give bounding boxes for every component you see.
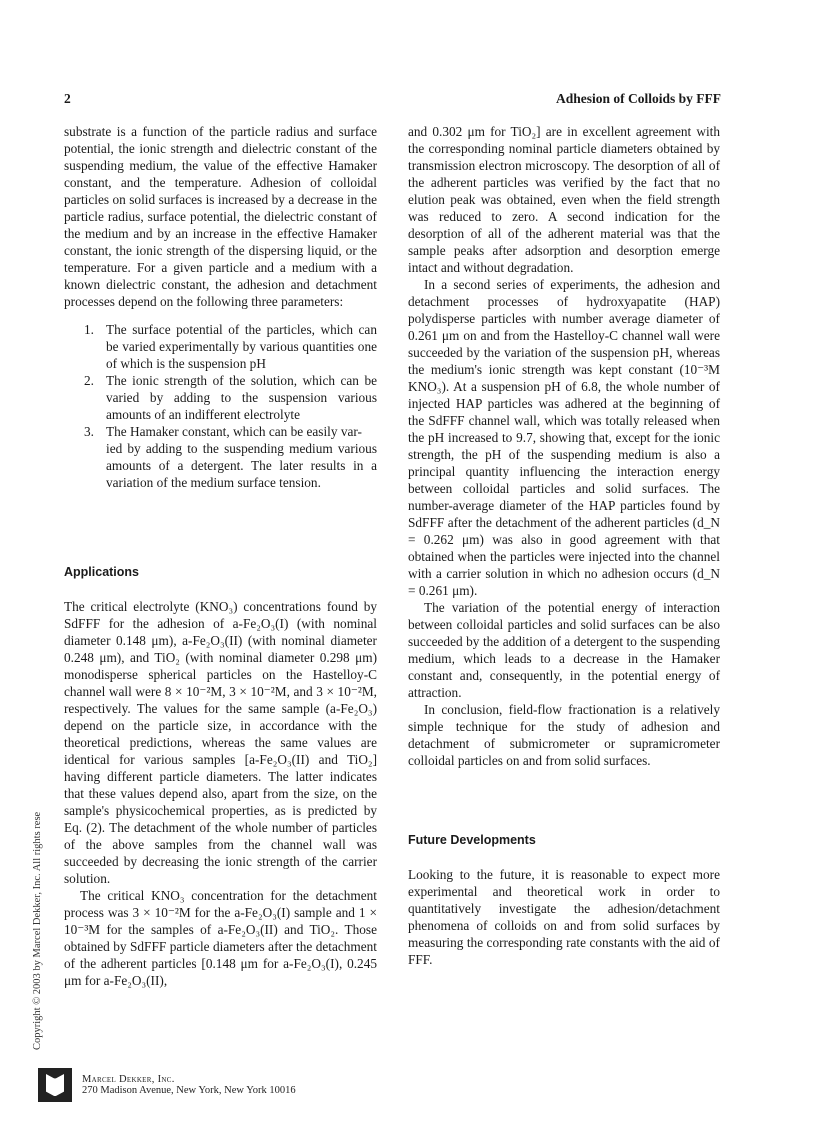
future-section — [408, 866, 720, 968]
list-text: The surface potential of the particles, which can be varied experimentally by various quantities one of which is the suspension pH — [106, 322, 377, 371]
paragraph: In a second series of experiments, the adhesion and detachment processes of hydroxyapatite (HAP) polydisperse particles with number average diameter of 0.261 μm on and from the Hastelloy-C channel wall were succeeded by the variation of the suspension pH, whereas the medium's ionic strength was kept constant (10⁻³M KNO₃). At a suspension pH of 6.8, the whole number of injected HAP particles was adhered at the beginning of the SdFFF channel wall, which was totally released when the pH increased to 9.7, showing that, except for the ionic strength, the pH of the suspending medium is also a principal quantity influencing the interaction energy between colloidal particles and solid surfaces. The number-average diameter of the HAP particles found by SdFFF after the detachment of the adherent particles (d_N = 0.262 μm) was also in good agreement with that obtained when the particles were injected into the channel with a carrier solution in which no adhesion occurs (d_N = 0.261 μm). — [408, 277, 720, 598]
applications-paragraph: The critical KNO₃ concentration for the detachment process was 3 × 10⁻²M for the a-Fe₂O₃(I) sample and 1 × 10⁻³M for the samples of a-Fe₂O₃(II) and TiO₂. Those obtained by SdFFF particle diameters after the detachment of the adherent particles [0.148 μm for a-Fe₂O₃(I), 0.245 μm for a-Fe₂O₃(II), — [64, 888, 377, 988]
future-developments-heading: Future Developments — [408, 833, 536, 847]
paragraph: In conclusion, field-flow fractionation is a relatively simple technique for the study of adhesion and detachment of submicrometer or supramicrometer colloidal particles on and from solid surfaces. — [408, 702, 720, 768]
publisher-logo-icon — [38, 1068, 72, 1102]
list-item — [64, 321, 377, 372]
publisher-address: 270 Madison Avenue, New York, New York 10016 — [82, 1085, 296, 1096]
list-number: 2. — [84, 373, 94, 388]
list-text: The ionic strength of the solution, which can be varied by adding to the suspension various amounts of an indifferent electrolyte — [106, 373, 377, 422]
copyright-notice: Copyright © 2003 by Marcel Dekker, Inc. All rights rese — [32, 811, 43, 1050]
list-number: 1. — [84, 322, 94, 337]
parameter-list — [64, 321, 377, 491]
list-text: The Hamaker constant, which can be easily var- ied by adding to the suspending medium various amounts of a detergent. The later results in a variation of the medium surface tension. — [106, 424, 377, 490]
list-number: 3. — [84, 424, 94, 439]
paragraph: The variation of the potential energy of interaction between colloidal particles and solid surfaces can be also succeeded by the addition of a detergent to the suspending medium, which leads to a decrease in the Hamaker constant and, consequently, in the potential energy of attraction. — [408, 600, 720, 700]
list-item — [64, 423, 377, 491]
intro-paragraph: substrate is a function of the particle radius and surface potential, the ionic strength and dielectric constant of the suspending medium, the value of the effective Hamaker constant, and the temperature. Adhesion of colloidal particles on solid surfaces is increased by a decrease in the particle radius, surface potential, the dielectric constant of the medium and by an increase in the effective Hamaker constant, the ionic strength of the dispersing liquid, or the temperature. For a given particle and a medium with a known dielectric constant, the adhesion and detachment processes depend on the following three parameters: — [64, 124, 377, 309]
running-title: Adhesion of Colloids by FFF — [555, 91, 721, 106]
left-column — [64, 123, 377, 491]
right-column — [408, 123, 720, 769]
paragraph: and 0.302 μm for TiO₂] are in excellent agreement with the corresponding nominal particle diameters obtained by transmission electron microscopy. The desorption of all of the adherent particles was verified by the fact that no elution peak was obtained, even when the field strength was reduced to zero. A second indication for the desorption of all of the adherent material was that the sample peaks after adsorption and desorption emerge intact and without degradation. — [408, 124, 720, 275]
publisher-info — [82, 1074, 296, 1096]
applications-heading: Applications — [64, 565, 140, 579]
page-number: 2 — [64, 91, 71, 106]
publisher-name: Marcel Dekker, Inc. — [82, 1074, 175, 1085]
applications-section — [64, 598, 377, 989]
paragraph: Looking to the future, it is reasonable to expect more experimental and theoretical work in order to quantitatively investigate the adhesion/detachment phenomena of colloids on and from solid surfaces by measuring the corresponding rate constants with the aid of FFF. — [408, 867, 720, 967]
applications-paragraph: The critical electrolyte (KNO₃) concentrations found by SdFFF for the adhesion of a-Fe₂O₃(I) (with nominal diameter 0.148 μm), a-Fe₂O₃(II) (with nominal diameter 0.248 μm), and TiO₂ (with nominal diameter 0.298 μm) monodisperse spherical particles on the Hastelloy-C channel wall were 8 × 10⁻²M, 3 × 10⁻²M, and 3 × 10⁻²M, respectively. The values for the same sample (a-Fe₂O₃) depend on the particle size, in accordance with the theoretical predictions, whereas the same values are identical for various samples [a-Fe₂O₃(II) and TiO₂] having different particle diameters. The latter indicates that these values depend also, apart from the size, on the sample's physicochemical properties, as is predicted by Eq. (2). The detachment of the whole number of particles of the above samples from the channel wall was succeeded by decreasing the ionic strength of the carrier solution. — [64, 599, 377, 886]
list-item — [64, 372, 377, 423]
